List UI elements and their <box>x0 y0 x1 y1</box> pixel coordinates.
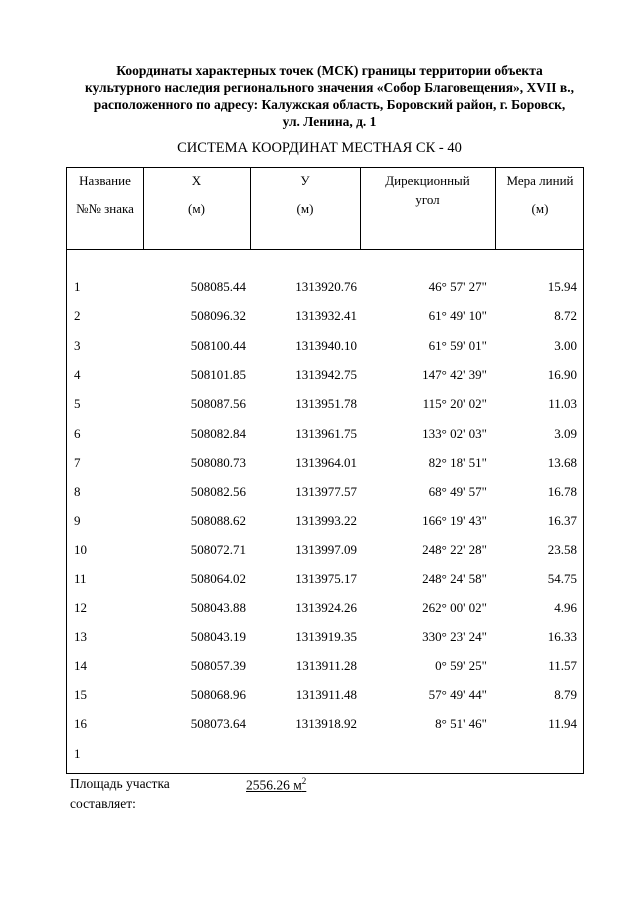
table-row: 5 508087.56 1313951.78 115° 20' 02" 11.03 <box>74 396 577 411</box>
table-row: 15 508068.96 1313911.48 57° 49' 44" 8.79 <box>74 687 577 702</box>
header-angle: Дирекционный угол <box>385 173 470 207</box>
coordinate-system-title: СИСТЕМА КООРДИНАТ МЕСТНАЯ СК - 40 <box>177 140 462 156</box>
area-label: Площадь участка <box>70 776 170 791</box>
table-row: 10 508072.71 1313997.09 248° 22' 28" 23.58 <box>74 542 577 557</box>
document-title <box>40 62 619 130</box>
header-length: Мера линий (м) <box>506 173 574 216</box>
table-row: 1 508085.44 1313920.76 46° 57' 27" 15.94 <box>74 279 577 294</box>
table-row: 2 508096.32 1313932.41 61° 49' 10" 8.72 <box>74 308 577 323</box>
area-unit-superscript: 2 <box>301 776 307 786</box>
table-row: 8 508082.56 1313977.57 68° 49' 57" 16.78 <box>74 484 577 499</box>
table-row: 9 508088.62 1313993.22 166° 19' 43" 16.37 <box>74 513 577 528</box>
title-line: культурного наследия регионального значения «Собор Благовещения», XVII в., <box>85 80 574 95</box>
header-x: X (м) <box>188 173 205 216</box>
table-row: 11 508064.02 1313975.17 248° 24' 58" 54.75 <box>74 571 577 586</box>
header-name: Название №№ знака <box>76 173 134 216</box>
title-line: ул. Ленина, д. 1 <box>282 114 377 129</box>
table-row: 16 508073.64 1313918.92 8° 51' 46" 11.94 <box>74 716 577 731</box>
table-row: 13 508043.19 1313919.35 330° 23' 24" 16.33 <box>74 629 577 644</box>
table-row: 3 508100.44 1313940.10 61° 59' 01" 3.00 <box>74 338 577 353</box>
table-row: 7 508080.73 1313964.01 82° 18' 51" 13.68 <box>74 455 577 470</box>
area-value: 2556.26 $м^2$ <box>246 776 307 793</box>
area-label-continued: составляет: <box>70 796 136 811</box>
header-y: У (м) <box>296 173 314 216</box>
table-row: 14 508057.39 1313911.28 0° 59' 25" 11.57 <box>74 658 577 673</box>
title-line: расположенного по адресу: Калужская область, Боровский район, г. Боровск, <box>93 97 566 112</box>
title-line: Координаты характерных точек (МСК) границы территории объекта <box>116 63 543 78</box>
coordinates-table <box>66 167 584 774</box>
table-row: 12 508043.88 1313924.26 262° 00' 02" 4.96 <box>74 600 577 615</box>
table-row: 1 <box>74 746 81 761</box>
table-row: 6 508082.84 1313961.75 133° 02' 03" 3.09 <box>74 426 577 441</box>
table-row: 4 508101.85 1313942.75 147° 42' 39" 16.90 <box>74 367 577 382</box>
header-bottom-border <box>67 249 583 250</box>
